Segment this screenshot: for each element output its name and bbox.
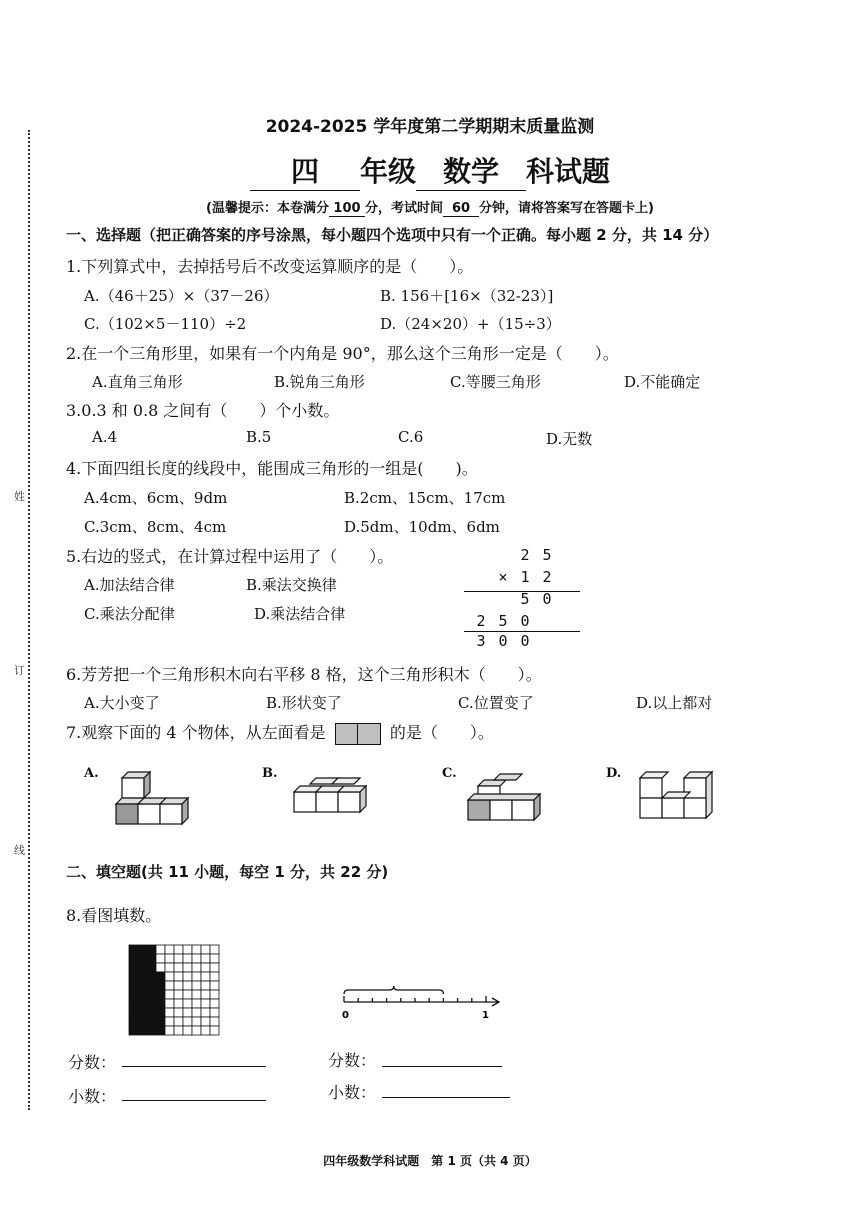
grid-cell [174, 963, 183, 972]
grid-cell [192, 1017, 201, 1026]
grid-cell [201, 1008, 210, 1017]
q5-option-c[interactable]: C.乘法分配律 [84, 605, 175, 623]
q3-stem: 3.0.3 和 0.8 之间有（ ）个小数。 [66, 401, 340, 420]
grid-cell [183, 1008, 192, 1017]
grid-cell [165, 1026, 174, 1035]
notice-text-b: 分，考试时间 [364, 201, 443, 216]
grid-cell [192, 990, 201, 999]
q4-option-a[interactable]: A.4cm、6cm、9dm [84, 489, 228, 507]
grid-cell-shaded [156, 1017, 165, 1026]
grid-cell-shaded [129, 990, 138, 999]
grid-cell-shaded [156, 990, 165, 999]
right-fraction-label: 分数： [328, 1051, 377, 1070]
q4-option-d[interactable]: D.5dm、10dm、6dm [344, 518, 500, 536]
q7-figure-d [634, 768, 718, 824]
grid-cell-shaded [147, 945, 156, 954]
grid-cell [201, 945, 210, 954]
mult-row-2: × 1 2 [498, 568, 552, 586]
section2-heading: 二、填空题(共 11 小题，每空 1 分，共 22 分) [66, 863, 389, 881]
grid-cell [201, 963, 210, 972]
grid-cell-shaded [129, 945, 138, 954]
grid-cell [183, 963, 192, 972]
duration: 60 [443, 201, 479, 217]
grid-cell-shaded [138, 1017, 147, 1026]
grid-cell [183, 972, 192, 981]
q4-option-c[interactable]: C.3cm、8cm、4cm [84, 518, 227, 536]
exam-title: 2024-2025 学年度第二学期期末质量监测 [265, 117, 595, 137]
left-fraction-label: 分数： [68, 1053, 117, 1072]
grid-cell-shaded [138, 972, 147, 981]
grid-cell [201, 981, 210, 990]
grid-cell-shaded [129, 1017, 138, 1026]
grid-cell-shaded [147, 972, 156, 981]
q6-option-c[interactable]: C.位置变了 [458, 694, 534, 712]
number-line-start: 0 [342, 1010, 349, 1021]
q2-option-d[interactable]: D.不能确定 [624, 373, 701, 391]
section1-heading: 一、选择题（把正确答案的序号涂黑，每小题四个选项中只有一个正确。每小题 2 分，共 14 分） [66, 226, 719, 244]
mult-result [470, 632, 536, 650]
grid-cell-shaded [129, 972, 138, 981]
q1-stem: 1.下列算式中，去掉括号后不改变运算顺序的是（ ）。 [66, 257, 474, 276]
grid-cell-shaded [138, 963, 147, 972]
grid-cell-shaded [147, 1017, 156, 1026]
q2-option-c[interactable]: C.等腰三角形 [450, 373, 541, 391]
grid-cell [183, 999, 192, 1008]
grid-cell [192, 1008, 201, 1017]
mult-row-1: 2 5 [520, 546, 552, 564]
grid-cell [192, 981, 201, 990]
grid-cell-shaded [129, 981, 138, 990]
grid-cell [174, 954, 183, 963]
subject-suffix: 科试题 [526, 155, 611, 188]
grid-cell [174, 1008, 183, 1017]
page-footer: 四年级数学科试题 第 1 页（共 4 页） [323, 1154, 537, 1168]
right-decimal-blank[interactable] [382, 1097, 510, 1098]
grid-cell-shaded [156, 1008, 165, 1017]
grid-cell [174, 999, 183, 1008]
grade-suffix: 年级 [359, 155, 416, 188]
mult-row-5: 3 0 0 [476, 632, 530, 650]
grid-cell-shaded [156, 999, 165, 1008]
right-fraction-blank[interactable] [382, 1066, 502, 1067]
q7-option-a[interactable]: A. [84, 766, 99, 781]
vertical-multiplication-partials [476, 590, 558, 630]
q3-option-a[interactable]: A.4 [92, 428, 118, 446]
vertical-multiplication [492, 546, 558, 586]
q2-stem: 2.在一个三角形里，如果有一个内角是 90°，那么这个三角形一定是（ ）。 [66, 344, 619, 363]
left-view-figure [335, 723, 381, 745]
grid-cell-shaded [129, 999, 138, 1008]
grid-cell [192, 945, 201, 954]
q8-stem: 8.看图填数。 [66, 906, 162, 925]
q7-figure-a [108, 768, 196, 830]
grid-cell [183, 1026, 192, 1035]
grid-cell [165, 1017, 174, 1026]
grid-cell [210, 945, 219, 954]
grid-cell [183, 990, 192, 999]
grid-cell-shaded [147, 954, 156, 963]
number-line-end: 1 [482, 1010, 489, 1021]
grid-cell [174, 981, 183, 990]
grid-cell-shaded [129, 963, 138, 972]
grid-cell-shaded [156, 1026, 165, 1035]
q7-option-b[interactable]: B. [262, 766, 278, 781]
margin-mark-bind: 订 [14, 664, 25, 677]
grid-cell [183, 954, 192, 963]
grid-cell [183, 1017, 192, 1026]
grid-cell [201, 954, 210, 963]
grid-cell [210, 954, 219, 963]
grid-cell-shaded [156, 981, 165, 990]
subject-value: 数学 [416, 150, 526, 191]
grid-cell [210, 972, 219, 981]
q5-option-a[interactable]: A.加法结合律 [84, 576, 175, 594]
grid-cell-shaded [147, 1026, 156, 1035]
q4-option-b[interactable]: B.2cm、15cm、17cm [344, 489, 506, 507]
grid-cell-shaded [129, 1026, 138, 1035]
q1-option-b[interactable]: B. 156＋[16×（32-23）] [380, 287, 554, 305]
grade-value: 四 [250, 150, 360, 191]
grid-cell-shaded [129, 1008, 138, 1017]
q7-figure-c [464, 770, 556, 826]
grid-cell [165, 945, 174, 954]
grid-cell [210, 1026, 219, 1035]
grid-cell [165, 972, 174, 981]
q3-option-d[interactable]: D.无数 [546, 430, 593, 448]
q6-stem: 6.芳芳把一个三角形积木向右平移 8 格，这个三角形积木（ ）。 [66, 665, 542, 684]
q7-stem-b: 的是（ ）。 [389, 723, 494, 742]
mult-row-3: 5 0 [520, 590, 552, 608]
grid-cell [192, 963, 201, 972]
grid-cell [165, 999, 174, 1008]
q6-option-d[interactable]: D.以上都对 [636, 694, 713, 712]
paper-title [0, 150, 860, 191]
left-decimal-blank[interactable] [122, 1100, 266, 1101]
number-line [334, 980, 504, 1022]
q7-stem [66, 720, 494, 745]
grid-cell-shaded [147, 981, 156, 990]
q7-figure-b [290, 776, 382, 820]
q2-option-a[interactable]: A.直角三角形 [92, 373, 183, 391]
binding-dotted-line [28, 130, 30, 1110]
grid-cell-shaded [138, 954, 147, 963]
grid-cell [210, 981, 219, 990]
grid-cell-shaded [147, 990, 156, 999]
grid-cell [174, 972, 183, 981]
q4-stem: 4.下面四组长度的线段中，能围成三角形的一组是( )。 [66, 459, 478, 478]
margin-mark-name: 姓 [14, 490, 25, 503]
notice-text-c: 分钟，请将答案写在答题卡上) [479, 201, 654, 216]
grid-cell [156, 963, 165, 972]
grid-cell [201, 972, 210, 981]
grid-cell-shaded [138, 981, 147, 990]
number-line-brace [344, 986, 443, 994]
q5-stem: 5.右边的竖式，在计算过程中运用了（ ）。 [66, 547, 394, 566]
grid-cell [165, 1008, 174, 1017]
grid-cell [210, 1008, 219, 1017]
q1-option-c[interactable]: C.（102×5－110）÷2 [84, 315, 247, 333]
grid-cell-shaded [147, 1008, 156, 1017]
q5-option-d[interactable]: D.乘法结合律 [254, 605, 346, 623]
grid-cell [210, 990, 219, 999]
grid-cell [192, 999, 201, 1008]
notice-text-a: (温馨提示：本卷满分 [206, 201, 329, 216]
grid-cell-shaded [156, 972, 165, 981]
grid-cell [165, 990, 174, 999]
grid-cell [165, 963, 174, 972]
grid-cell [201, 1017, 210, 1026]
q1-option-a[interactable]: A.（46＋25）×（37－26） [84, 287, 279, 305]
q7-stem-a: 7.观察下面的 4 个物体，从左面看是 [66, 723, 326, 742]
left-decimal-label: 小数： [68, 1087, 117, 1106]
grid-cell-shaded [138, 999, 147, 1008]
grid-cell-shaded [138, 945, 147, 954]
left-fraction-blank[interactable] [122, 1066, 266, 1067]
grid-cell [174, 990, 183, 999]
right-decimal-label: 小数： [328, 1083, 377, 1102]
q7-option-c[interactable]: C. [442, 766, 457, 781]
grid-cell-shaded [138, 1008, 147, 1017]
grid-cell [174, 1017, 183, 1026]
grid-cell [210, 999, 219, 1008]
full-score: 100 [329, 201, 365, 217]
grid-cell [210, 963, 219, 972]
q2-option-b[interactable]: B.锐角三角形 [274, 373, 365, 391]
q3-option-c[interactable]: C.6 [398, 428, 424, 446]
grid-cell [192, 972, 201, 981]
grid-cell-shaded [138, 990, 147, 999]
grid-cell [201, 990, 210, 999]
grid-cell-shaded [147, 963, 156, 972]
grid-cell [201, 1026, 210, 1035]
grid-cell [183, 945, 192, 954]
grid-cell [165, 981, 174, 990]
grid-cell [210, 1017, 219, 1026]
grid-cell [183, 981, 192, 990]
grid-cell [156, 954, 165, 963]
grid-cell [156, 945, 165, 954]
notice [0, 197, 860, 217]
q5-option-b[interactable]: B.乘法交换律 [246, 576, 337, 594]
grid-cell-shaded [147, 999, 156, 1008]
grid-cell [192, 1026, 201, 1035]
margin-mark-line: 线 [14, 844, 25, 857]
grid-cell-shaded [138, 1026, 147, 1035]
grid-cell [192, 954, 201, 963]
q7-option-d[interactable]: D. [606, 766, 622, 781]
grid-cell-shaded [129, 954, 138, 963]
q3-option-b[interactable]: B.5 [246, 428, 272, 446]
grid-cell [201, 999, 210, 1008]
hundred-grid [128, 944, 220, 1036]
grid-cell [174, 945, 183, 954]
q6-option-b[interactable]: B.形状变了 [266, 694, 342, 712]
grid-cell [165, 954, 174, 963]
q6-option-a[interactable]: A.大小变了 [84, 694, 160, 712]
q1-option-d[interactable]: D.（24×20）+（15÷3） [380, 315, 561, 333]
mult-row-4: 2 5 0 [476, 612, 530, 630]
grid-cell [174, 1026, 183, 1035]
